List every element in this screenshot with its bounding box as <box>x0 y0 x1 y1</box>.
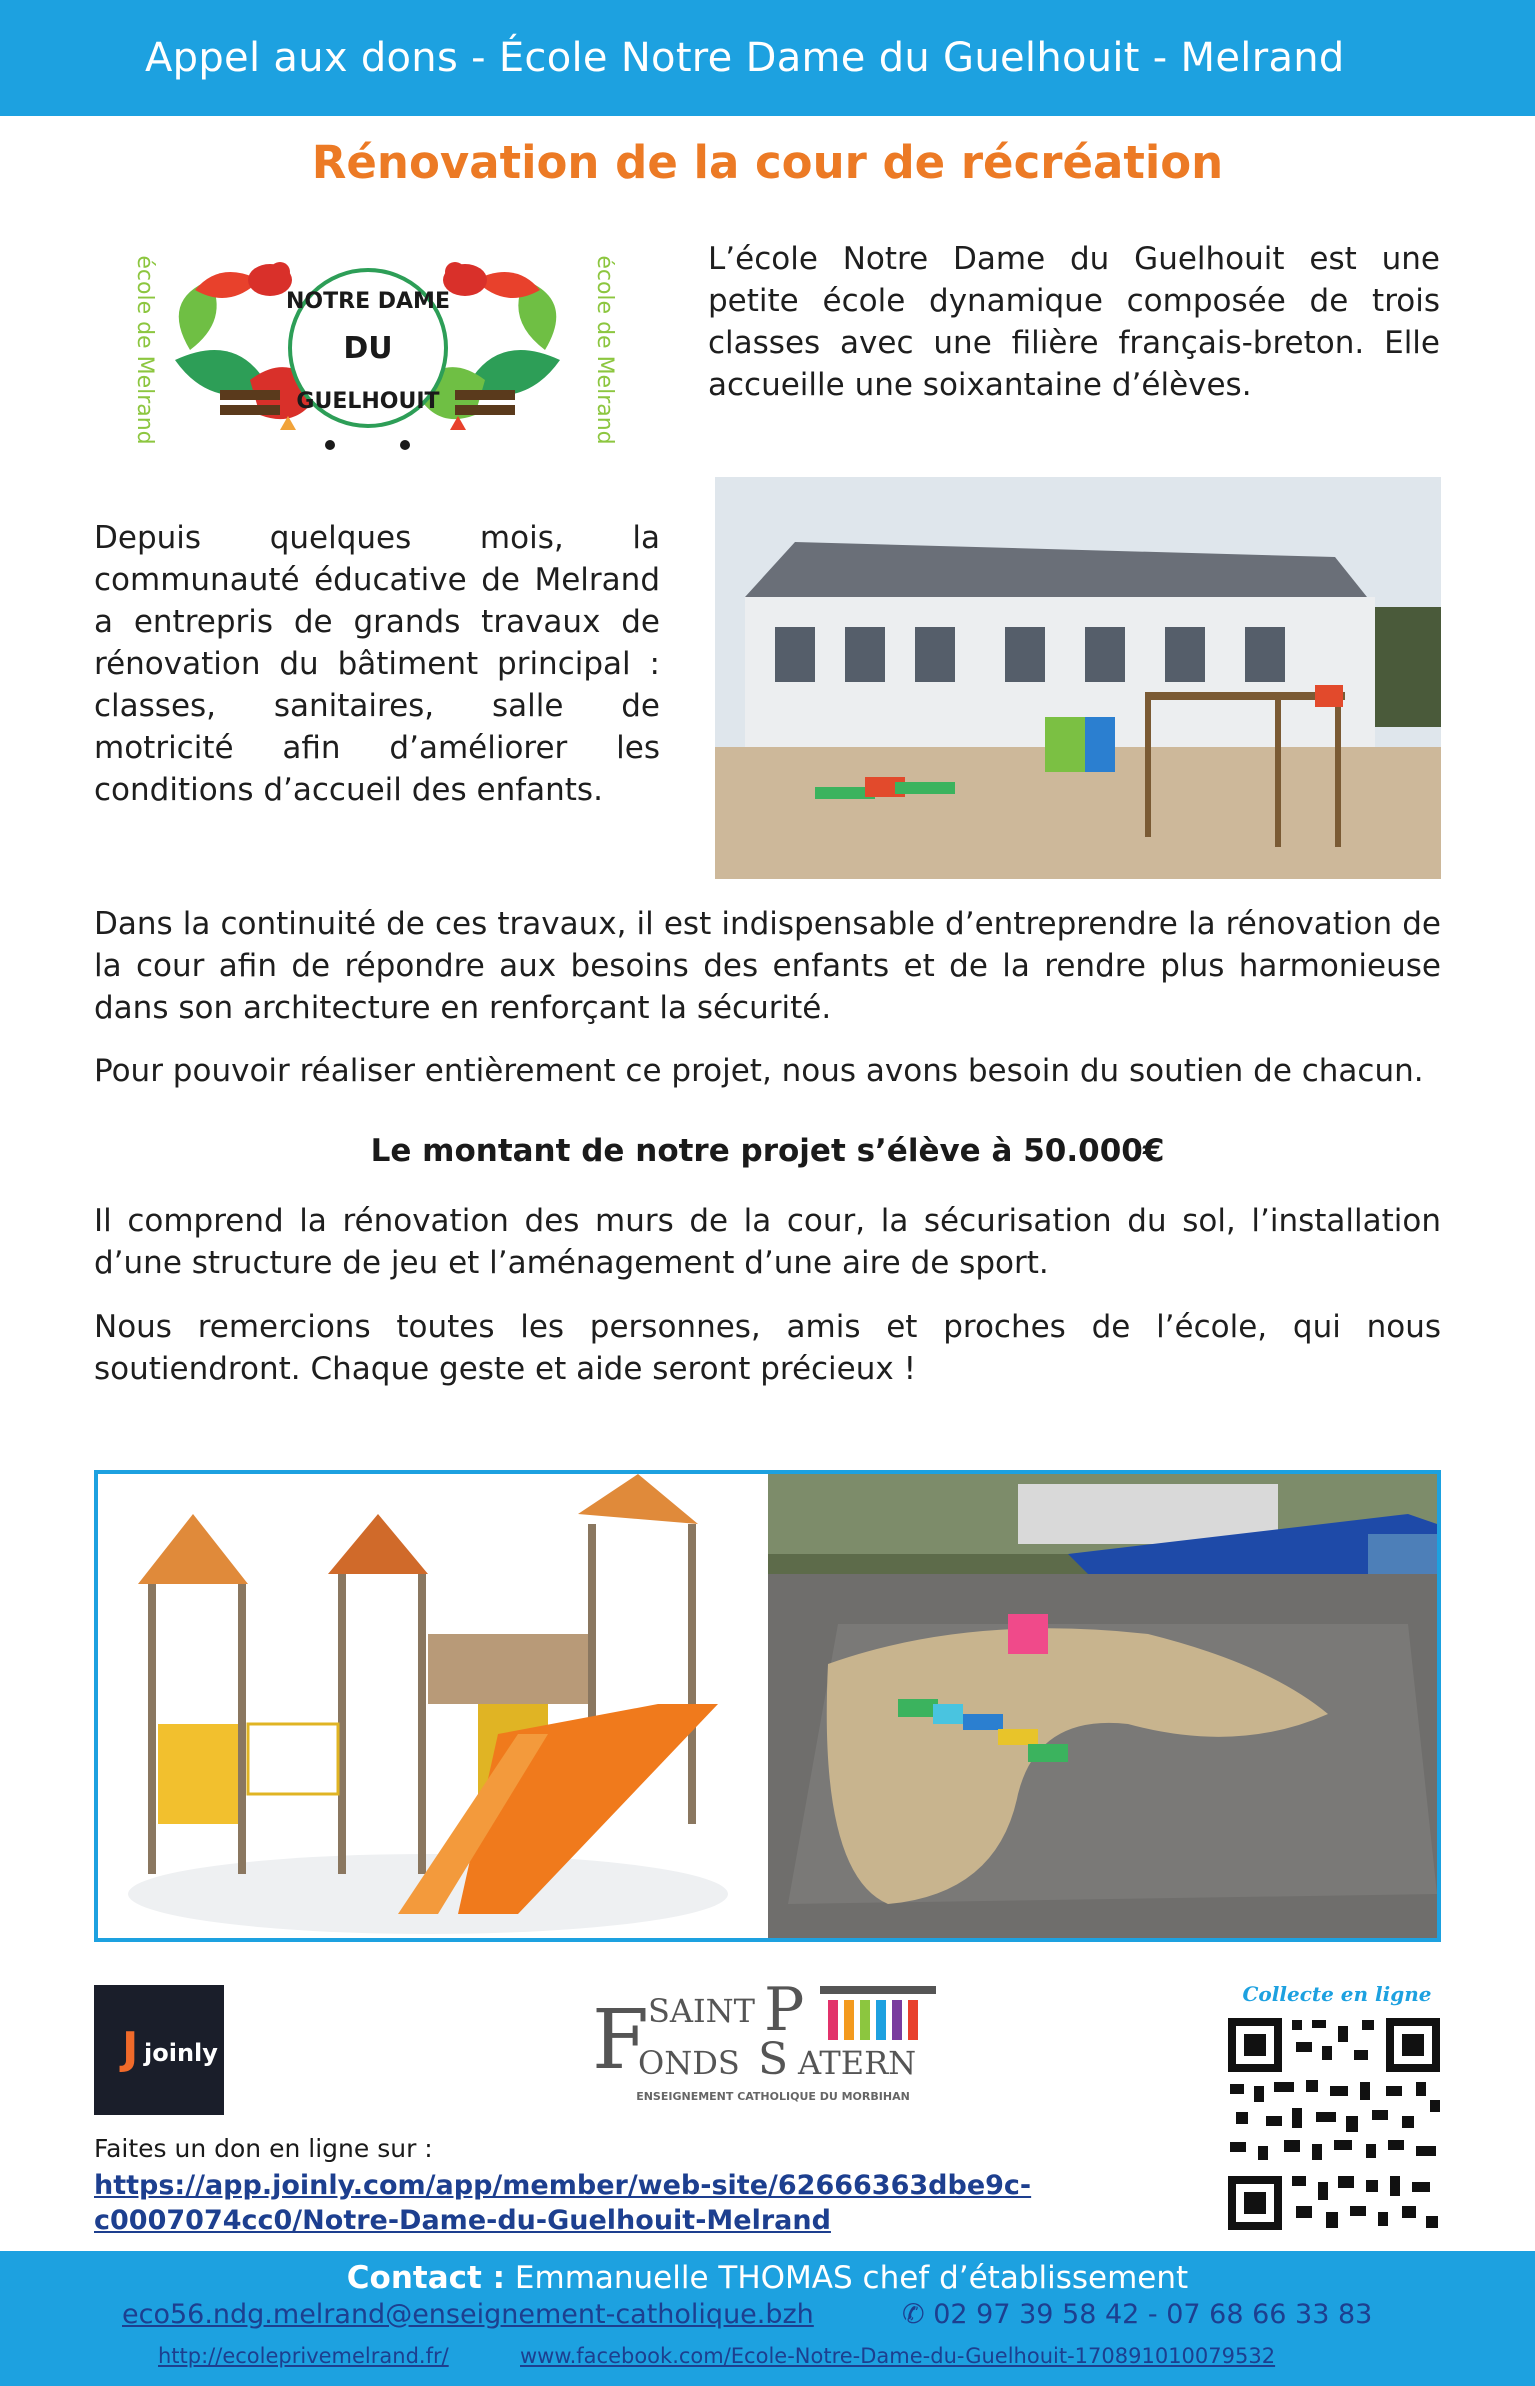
footer-facebook[interactable]: www.facebook.com/Ecole-Notre-Dame-du-Guelhouit-170891010079532 <box>520 2344 1276 2368</box>
logo-line2: DU <box>343 331 393 366</box>
joinly-mark-icon: J <box>122 2023 139 2074</box>
donate-label: Faites un don en ligne sur : <box>94 2134 433 2163</box>
fonds-subtitle: ENSEIGNEMENT CATHOLIQUE DU MORBIHAN <box>636 2090 910 2103</box>
includes-paragraph: Il comprend la rénovation des murs de la cour, la sécurisation du sol, l’installation d’une structure de jeu et l’aménagement d’une aire de sport. <box>94 1203 1441 1281</box>
project-photos-frame <box>94 1470 1441 1942</box>
fonds-saint-patern-logo <box>588 1982 958 2108</box>
continuity-paragraph: Dans la continuité de ces travaux, il est indispensable d’entreprendre la rénovation de la cour afin de répondre aux besoins des enfants et de la rendre plus harmonieuse dans son architecture en renforçant la sécurité. <box>94 906 1441 1026</box>
logo-side-right: école de Melrand <box>592 255 615 445</box>
fonds-letter-f: F <box>592 1993 649 2088</box>
fonds-letter-p: P <box>764 1982 805 2045</box>
footer-bar <box>0 2251 1535 2386</box>
support-paragraph: Pour pouvoir réaliser entièrement ce projet, nous avons besoin du soutien de chacun. <box>94 1053 1424 1089</box>
footer-website[interactable]: http://ecoleprivemelrand.fr/ <box>158 2344 449 2368</box>
fonds-word-atern: ATERN <box>798 2044 917 2082</box>
logo-line3: GUELHOUIT <box>296 389 440 414</box>
school-logo <box>120 240 615 458</box>
joinly-wordmark: joinly <box>144 2039 218 2067</box>
footer-phone-group <box>902 2297 1372 2333</box>
phone-icon: ✆ <box>902 2299 925 2330</box>
logo-side-left: école de Melrand <box>132 255 157 445</box>
intro-paragraph: L’école Notre Dame du Guelhouit est une petite école dynamique composée de trois classes avec une filière français-breton. Elle accueille une soixantaine d’élèves. <box>708 241 1440 403</box>
footer-contact-name: Emmanuelle THOMAS chef d’établissement <box>514 2260 1189 2296</box>
footer-contact <box>0 2257 1535 2299</box>
footer-email[interactable]: eco56.ndg.melrand@enseignement-catholique.bzh <box>122 2299 814 2330</box>
footer-phone[interactable]: 02 97 39 58 42 - 07 68 66 33 83 <box>933 2299 1373 2330</box>
works-paragraph: Depuis quelques mois, la communauté éducative de Melrand a entrepris de grands travaux de rénovation du bâtiment principal : classes, sanitaires, salle de motricité afin d’améliorer les conditions d’accueil des enfants. <box>94 520 660 808</box>
qr-caption: Collecte en ligne <box>1242 1982 1432 2006</box>
school-building-photo <box>715 477 1441 879</box>
logo-line1: NOTRE DAME <box>286 289 450 314</box>
qr-code[interactable] <box>1226 2016 1442 2232</box>
footer-contact-label: Contact : <box>346 2260 506 2296</box>
donate-url-line2[interactable]: c0007074cc0/Notre-Dame-du-Guelhouit-Melrand <box>94 2205 831 2236</box>
page-title: Rénovation de la cour de récréation <box>311 136 1224 189</box>
header-banner <box>0 0 1535 116</box>
donate-url-line1[interactable]: https://app.joinly.com/app/member/web-site/62666363dbe9c- <box>94 2170 1032 2201</box>
joinly-logo[interactable] <box>94 1985 224 2115</box>
fonds-word-saint: SAINT <box>648 1992 756 2030</box>
thanks-paragraph: Nous remercions toutes les personnes, amis et proches de l’école, qui nous soutiendront. Chaque geste et aide seront précieux ! <box>94 1309 1441 1387</box>
fonds-letter-s: S <box>758 2034 789 2085</box>
column-icon <box>828 2000 838 2040</box>
amount-highlight: Le montant de notre projet s’élève à 50.000€ <box>370 1133 1165 1169</box>
header-title: Appel aux dons - École Notre Dame du Guelhouit - Melrand <box>145 35 1345 81</box>
playground-structure-image <box>98 1474 768 1938</box>
fonds-word-onds: ONDS <box>638 2044 740 2082</box>
schoolyard-sandpit-photo <box>768 1474 1437 1938</box>
